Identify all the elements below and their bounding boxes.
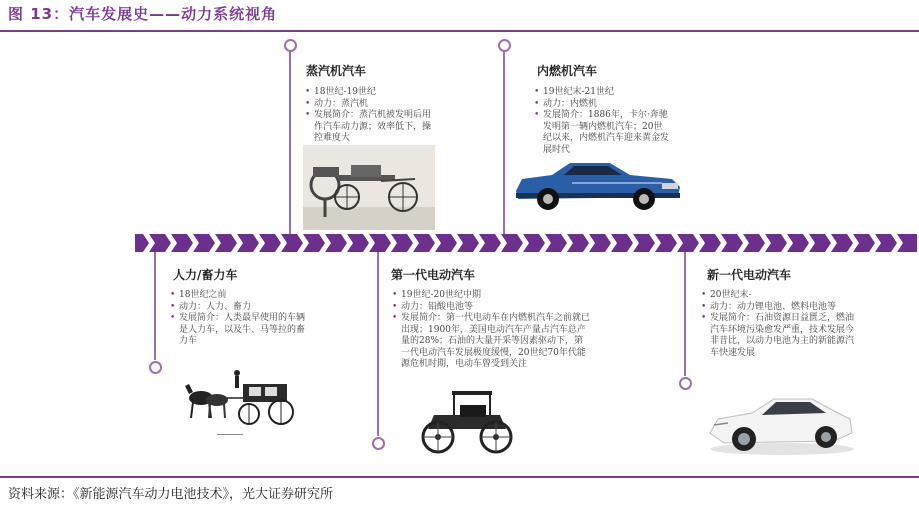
- figure-title: 图 13：汽车发展史——动力系统视角: [8, 5, 278, 23]
- era-steam-item: • 发展简介：蒸汽机被发明后用作汽车动力源；效率低下，操控难度大: [305, 110, 435, 145]
- node-dot-manpower: [149, 361, 162, 374]
- era-steam-item: • 18世纪-19世纪: [305, 87, 435, 99]
- node-dot-ice: [498, 39, 511, 52]
- early-ev-image: [414, 385, 520, 457]
- connector-ev2: [684, 252, 686, 376]
- node-dot-ev1: [372, 437, 385, 450]
- era-details-manpower: [170, 290, 308, 348]
- combustion-car-image: [512, 153, 684, 215]
- era-ev2-item: • 发展简介：石油资源日益匮乏，燃油汽车环境污染愈发严重，技术发展今非昔比，以动力电池为主的新能源汽车快速发展: [701, 313, 861, 359]
- era-manpower-item: • 发展简介：人类最早使用的车辆是人力车，以及牛、马等拉的畜力车: [170, 313, 308, 348]
- era-ev1-item: • 19世纪-20世纪中期: [392, 290, 590, 302]
- era-title-ev2: 新一代电动汽车: [707, 268, 792, 282]
- era-ev1-item: • 发展简介：第一代电动车在内燃机汽车之前就已出现；1900年，美国电动汽车产量占汽车总产量的28%；石油的大量开采等因素驱动下，第一代电动汽车发展极度缓慢，20世纪70年代能源危机时期，电动车曾受到关注: [392, 313, 590, 371]
- timeline-band: [135, 234, 917, 252]
- connector-ice: [503, 48, 505, 234]
- carriage-image: [183, 368, 301, 436]
- connector-ev1: [377, 252, 379, 436]
- title-rule: [0, 30, 919, 32]
- steam-car-image: [303, 145, 435, 230]
- era-ice-item: • 动力：内燃机: [534, 99, 669, 111]
- source-note: 资料来源：《新能源汽车动力电池技术》，光大证券研究所: [8, 487, 334, 502]
- era-details-ice: [534, 87, 669, 156]
- era-ev2-item: • 动力：动力锂电池、燃料电池等: [701, 302, 861, 314]
- era-title-manpower: 人力/畜力车: [173, 268, 238, 282]
- connector-manpower: [154, 252, 156, 360]
- connector-steam: [289, 48, 291, 234]
- era-details-ev1: [392, 290, 590, 371]
- era-ice-item: • 发展简介：1886年，卡尔·奔驰发明第一辆内燃机汽车；20世纪以来，内燃机汽车迎来黄金发展时代: [534, 110, 669, 156]
- era-details-steam: [305, 87, 435, 145]
- era-details-ev2: [701, 290, 861, 359]
- era-ice-item: • 19世纪末-21世纪: [534, 87, 669, 99]
- footer-rule: [0, 476, 919, 478]
- era-title-ice: 内燃机汽车: [537, 64, 598, 78]
- era-title-steam: 蒸汽机汽车: [306, 64, 367, 78]
- era-manpower-item: • 18世纪之前: [170, 290, 308, 302]
- era-title-ev1: 第一代电动汽车: [391, 268, 476, 282]
- node-dot-ev2: [679, 377, 692, 390]
- era-manpower-item: • 动力：人力、畜力: [170, 302, 308, 314]
- node-dot-steam: [284, 39, 297, 52]
- modern-ev-image: [704, 385, 856, 457]
- era-steam-item: • 动力：蒸汽机: [305, 99, 435, 111]
- era-ev2-item: • 20世纪末-: [701, 290, 861, 302]
- era-ev1-item: • 动力：铅酸电池等: [392, 302, 590, 314]
